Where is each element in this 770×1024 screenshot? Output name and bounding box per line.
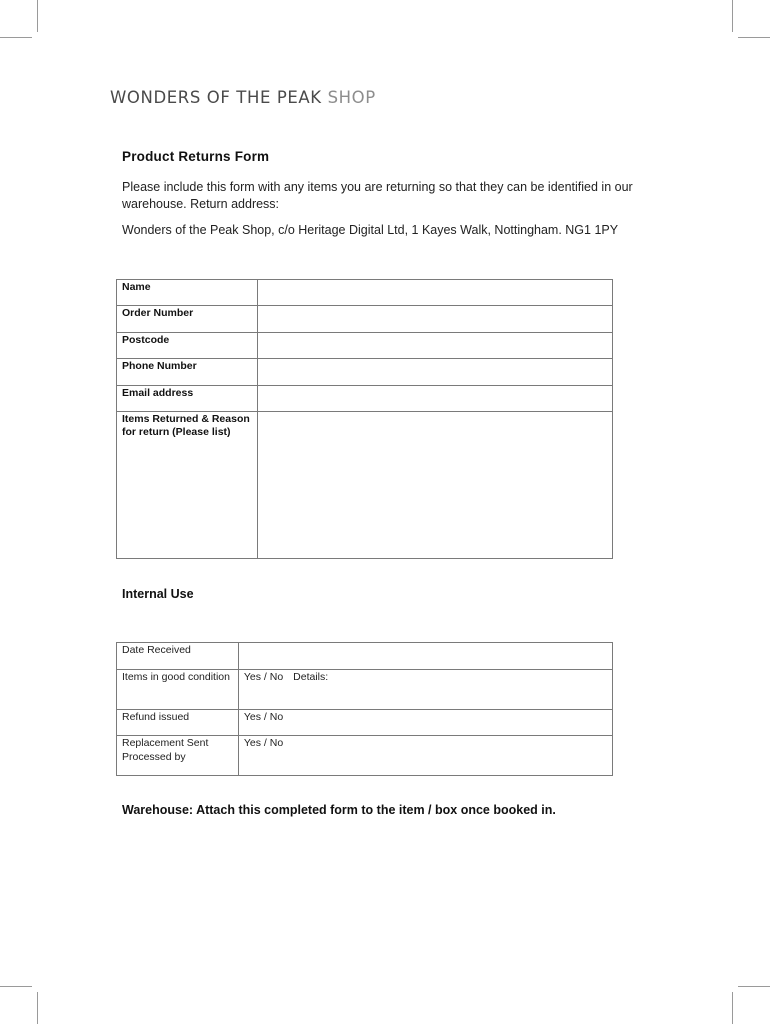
- replacement-sent-field[interactable]: [238, 736, 612, 776]
- crop-mark: [0, 986, 32, 987]
- details-label: Details:: [293, 671, 329, 683]
- crop-mark: [738, 986, 770, 987]
- field-label-postcode: Postcode: [117, 333, 258, 359]
- field-label-order-number: Order Number: [117, 306, 258, 333]
- postcode-field[interactable]: [257, 333, 612, 359]
- crop-mark: [732, 0, 733, 32]
- order-number-field[interactable]: [257, 306, 612, 333]
- crop-mark: [37, 0, 38, 32]
- internal-label-replacement-sent: Replacement Sent Processed by: [117, 736, 239, 776]
- crop-mark: [0, 37, 32, 38]
- table-row: [117, 736, 613, 776]
- date-received-field[interactable]: [238, 643, 612, 670]
- field-label-phone-number: Phone Number: [117, 359, 258, 386]
- items-condition-field[interactable]: [238, 670, 612, 710]
- phone-number-field[interactable]: [257, 359, 612, 386]
- crop-mark: [738, 37, 770, 38]
- name-field[interactable]: [257, 280, 612, 306]
- table-row: [117, 359, 613, 386]
- yes-no-option: Yes / No: [243, 711, 284, 723]
- table-row: [117, 710, 613, 736]
- refund-issued-field[interactable]: [238, 710, 612, 736]
- table-row: [117, 412, 613, 559]
- brand-accent: SHOP: [327, 88, 376, 107]
- internal-label-items-condition: Items in good condition: [117, 670, 239, 710]
- brand-logo: [110, 88, 376, 107]
- yes-no-option: Yes / No: [243, 671, 284, 683]
- table-row: [117, 333, 613, 359]
- field-label-items-returned: Items Returned & Reason for return (Please list): [117, 412, 258, 559]
- email-address-field[interactable]: [257, 386, 612, 412]
- field-label-email-address: Email address: [117, 386, 258, 412]
- table-row: [117, 670, 613, 710]
- return-address: Wonders of the Peak Shop, c/o Heritage Digital Ltd, 1 Kayes Walk, Nottingham. NG1 1PY: [122, 223, 619, 237]
- crop-mark: [37, 992, 38, 1024]
- table-row: [117, 280, 613, 306]
- items-returned-field[interactable]: [257, 412, 612, 559]
- internal-use-title: Internal Use: [122, 587, 194, 601]
- customer-details-table: [116, 279, 613, 559]
- field-label-name: Name: [117, 280, 258, 306]
- table-row: [117, 643, 613, 670]
- table-row: [117, 386, 613, 412]
- internal-label-date-received: Date Received: [117, 643, 239, 670]
- table-row: [117, 306, 613, 333]
- brand-name: WONDERS OF THE PEAK: [110, 88, 322, 107]
- internal-label-refund-issued: Refund issued: [117, 710, 239, 736]
- form-title: Product Returns Form: [122, 149, 270, 164]
- yes-no-option: Yes / No: [243, 737, 284, 749]
- warehouse-instruction: Warehouse: Attach this completed form to the item / box once booked in.: [122, 803, 556, 817]
- crop-mark: [732, 992, 733, 1024]
- internal-use-table: [116, 642, 613, 776]
- form-intro: Please include this form with any items you are returning so that they can be identified in our warehouse. Return address:: [122, 180, 633, 211]
